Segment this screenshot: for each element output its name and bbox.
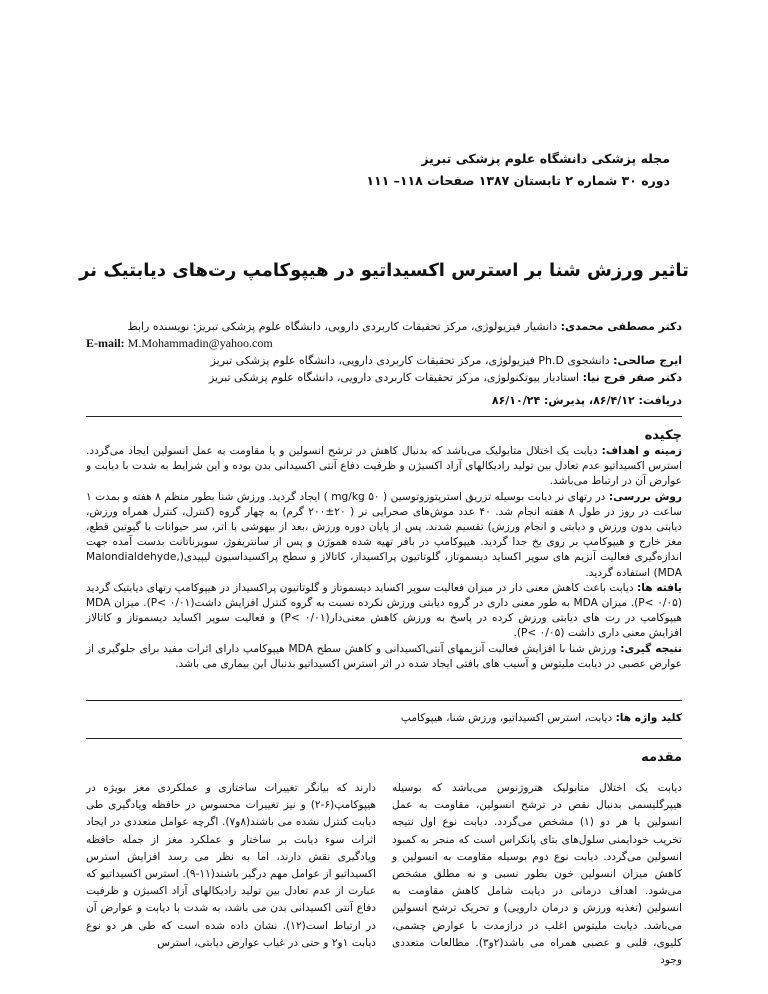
conclusion-label: نتیجه گیری:	[620, 642, 682, 655]
abstract-conclusion	[86, 642, 682, 672]
abstract-heading: چکیده	[644, 428, 682, 443]
keywords-line	[86, 712, 682, 724]
journal-header	[170, 148, 670, 192]
introduction-column-left	[86, 780, 376, 952]
abstract-methods	[86, 490, 682, 581]
journal-name: مجله پزشکی دانشگاه علوم پزشکی تبریز	[421, 151, 670, 166]
abstract-body	[86, 444, 682, 672]
background-text: دیابت یک اختلال متابولیک می‌باشد که بدنبال کاهش در ترشح انسولین و یا مقاومت به عمل انسولین ایجاد می‌گردد. استرس اکسیداتیو عدم تعادل بین تولید رادیکالهای آزاد اکسیژن و ظرفیت دفاع آنتی اکسیدانی بدن بوده و این شرایط به شدت با دیابت و عوارض آن در ارتباط می‌باشد.	[86, 445, 682, 488]
paragraph: دارند که بیانگر تغییرات ساختاری و عملکردی مغز بویژه در هیپوکامپ(۶-۲) و نیز تغییرات محسوس در حافظه ویادگیری طی دیابت کنترل نشده می باشند(۸و۷). اگرچه عوامل متعددی در ایجاد اثرات سوء دیابت بر ساختار و عملکرد مغز از جمله حافظه ویادگیری نقش دارند، اما به نظر می رسد افزایش استرس اکسیداتیو از عوامل مهم درگیر باشند(۱۱-۹). استرس اکسیداتیو که عبارت از عدم تعادل بین تولید رادیکالهای آزاد اکسیژن و ظرفیت دفاع آنتی اکسیدانی بدن می باشد، به شدت با دیابت و عوارض آن در ارتباط است(۱۲). نشان داده شده است که طی هر دو نوع دیابت ۱و۲ و حتی در غیاب عوارض دیابتی، استرس	[86, 782, 376, 949]
author-name: دکتر مصطفی محمدی:	[560, 320, 682, 333]
divider	[86, 416, 682, 417]
abstract-findings	[86, 581, 682, 642]
author-line	[86, 352, 682, 369]
conclusion-text: ورزش شنا با افزایش فعالیت آنزیمهای آنتی‌اکسیدانی و کاهش سطح MDA هیپوکامپ دارای اثرات مفید برای جلوگیری از عوارض عصبی در دیابت ملیتوس و آسیب های بافتی ایجاد شده در اثر استرس اکسیداتیو بدنبال این بیماری می باشد.	[86, 642, 682, 670]
keywords-label: کلید واژه ها:	[615, 712, 682, 724]
paragraph: دیابت یک اختلال متابولیک هتروژنوس می‌باشد که بوسیله هیپرگلیسمی بدنبال نقص در ترشح انسولین، مقاومت به عمل انسولین یا هر دو (۱) مشخص می‌گردد. دیابت نوع اول نتیجه تخریب خودایمنی سلول‌های بتای پانکراس است که منجر به کمبود انسولین می‌گردد. دیابت نوع دوم بوسیله مقاومت به انسولین و کاهش میزان انسولین خون بطور نسبی و نه مطلق مشخص می‌شود. اهداف درمانی در دیابت شامل کاهش مقاومت به انسولین (تغذیه ورزش و درمان دارویی) و تحریک ترشح انسولین می‌باشد. دیابت ملیتوس اغلب در درازمدت با عوارض چشمی، کلیوی، قلبی و عصبی همراه می باشد(۲و۳). مطالعات متعددی وجود	[392, 782, 683, 967]
findings-text: دیابت باعث کاهش معنی دار در میزان فعالیت سوپر اکساید دیسموتاز و گلوتاتیون پراکسیداز در هیپوکامپ رتهای دیابتیک گردید (P< ۰/۰۵). میزان MDA به طور معنی داری در گروه دیابتی ورزش نکرده نسبت به گروه کنترل افزایش داشت(P< ۰/۰۱). میزان MDA هیپوکامپ در رت های دیابتی ورزش کرده در پاسخ به ورزش کاهش معنی‌دار(P< ۰/۰۱) و فعالیت سوپر اکساید دیسموتاز و کاتالاز افزایش معنی داری داشت (P< ۰/۰۵).	[86, 581, 682, 640]
methods-text: در رتهای نر دیابت بوسیله تزریق استرپتوزوتوسین ( ۵۰ mg/kg ) ایجاد گردید. ورزش شنا بطور منظم ۸ هفته و بمدت ۱ ساعت در روز در طول ۸ هفته انجام شد. ۴۰ عدد موش‌های صحرایی نر ( ۲۰±۲۰۰ گرم) به چهار گروه (کنترل، کنترل همراه ورزش، دیابتی بدون ورزش و دیابتی و انجام ورزش) تقسیم شدند. پس از پایان دوره ورزش ،بعد از بیهوشی با اتر، سر حیوانات با گیوتین قطع، مغز خارج و هیپوکامپ بر روی یخ جدا گردید. هیپوکامپ در بافر تهیه شده هموژن و پس از سانتریفوژ، سوپرناتانت بدست آمده جهت اندازه‌گیری فعالیت آنزیم های سوپر اکساید دیسموتاز، گلوتاتیون پراکسیداز، کاتالاز و سطح پراکسیداسیون لیپیدی(Malondialdehyde, MDA) استفاده گردید.	[86, 490, 682, 579]
background-label: زمینه و اهداف:	[601, 445, 682, 457]
article-title: تاثیر ورزش شنا بر استرس اکسیداتیو در هیپوکامپ رت‌های دیابتیک نر	[79, 260, 689, 281]
author-name: ایرج صالحی:	[613, 354, 682, 367]
divider	[86, 738, 682, 739]
author-name: دکتر صفر فرج نیا:	[582, 371, 682, 384]
author-block	[86, 318, 682, 386]
introduction-heading: مقدمه	[641, 750, 682, 765]
introduction-column-right	[392, 780, 682, 969]
abstract-background	[86, 444, 682, 490]
email-line	[86, 335, 682, 352]
email-address: M.Mohammadin@yahoo.com	[124, 336, 273, 350]
journal-issue: دوره ۳۰ شماره ۲ تابستان ۱۳۸۷ صفحات ۱۱۸– ۱۱۱	[366, 173, 670, 188]
email-label: E-mail:	[86, 336, 125, 350]
author-line	[86, 318, 682, 335]
author-affiliation: استادیار بیوتکنولوژی، مرکز تحقیقات کاربردی دارویی، دانشگاه علوم پزشکی تبریز	[208, 371, 583, 384]
author-line	[86, 369, 682, 386]
author-affiliation: دانشجوی Ph.D فیزیولوژی، مرکز تحقیقات کاربردی دارویی، دانشگاه علوم پزشکی تبریز	[210, 354, 614, 367]
divider	[86, 700, 682, 701]
keywords-text: دیابت، استرس اکسیداتیو، ورزش شنا، هیپوکامپ	[400, 712, 616, 724]
methods-label: روش بررسی:	[608, 490, 682, 503]
author-affiliation: دانشیار فیزیولوژی، مرکز تحقیقات کاربردی دارویی، دانشگاه علوم پزشکی تبریز: نویسنده رابط	[127, 320, 561, 333]
findings-label: یافته ها:	[637, 581, 682, 594]
received-accepted-dates: دریافت: ۸۶/۴/۱۲، پذیرش: ۸۶/۱۰/۲۴	[491, 394, 682, 407]
